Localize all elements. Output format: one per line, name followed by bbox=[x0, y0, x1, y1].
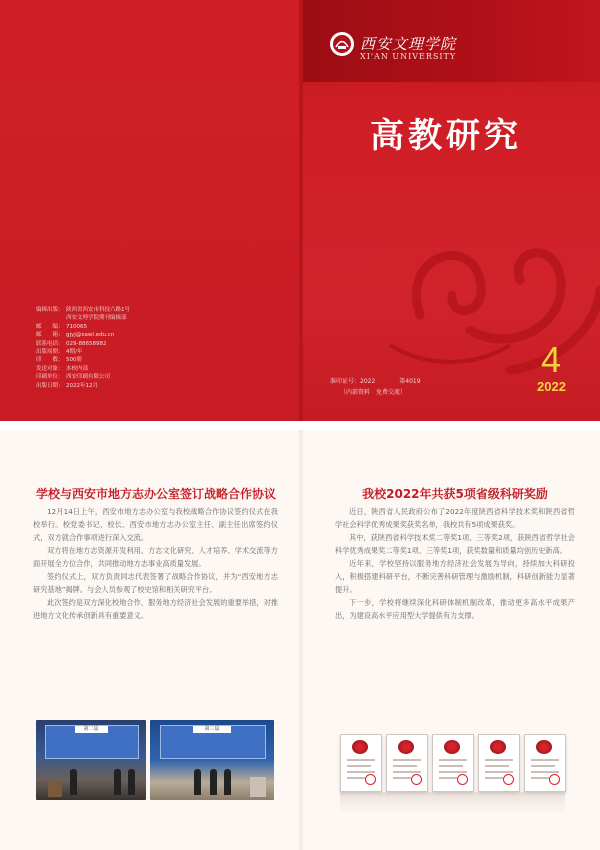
red-stamp-icon bbox=[503, 774, 514, 785]
award-certificate bbox=[478, 734, 520, 792]
national-emblem-icon bbox=[398, 740, 414, 754]
internal-material-line: （内部资料 免费交流） bbox=[340, 389, 407, 396]
page-gutter bbox=[299, 430, 303, 850]
national-emblem-icon bbox=[536, 740, 552, 754]
award-certificate bbox=[340, 734, 382, 792]
right-article-body bbox=[335, 505, 575, 738]
print-permit-line: 准印证号：2022 第4019 bbox=[330, 378, 421, 385]
screen-banner-text: 第三届 bbox=[193, 726, 230, 733]
person-figure bbox=[128, 769, 135, 795]
colophon-row: 出版日期： 2022年12月 bbox=[36, 382, 98, 389]
person-figure bbox=[114, 769, 121, 795]
colophon-row: 邮 编： 710065 bbox=[36, 323, 87, 330]
plaque-unveiling-photo bbox=[150, 720, 274, 800]
certificates-reflection bbox=[340, 792, 565, 814]
print-permit-note bbox=[330, 376, 421, 398]
award-certificate bbox=[386, 734, 428, 792]
award-certificate bbox=[432, 734, 474, 792]
screen-banner-text: 第二届 bbox=[75, 726, 108, 733]
national-emblem-icon bbox=[490, 740, 506, 754]
paragraph: 双方将在地方志资源开发利用、方志文化研究、人才培养、学术交流等方面开展全方位合作，共同推动地方志事业高质量发展。 bbox=[33, 546, 278, 568]
national-emblem-icon bbox=[352, 740, 368, 754]
paragraph: 近年来，学校坚持以服务地方经济社会发展为导向，持续加大科研投入，积极搭建科研平台，不断完善科研管理与激励机制，科研创新能力显著提升。 bbox=[335, 559, 575, 594]
red-stamp-icon bbox=[411, 774, 422, 785]
paragraph: 此次签约是双方深化校地合作、服务地方经济社会发展的重要举措，对推进地方文化传承创新具有重要意义。 bbox=[33, 598, 278, 620]
red-stamp-icon bbox=[457, 774, 468, 785]
inner-pages-spread bbox=[0, 430, 600, 850]
right-article-title: 我校2022年共获5项省级科研奖励 bbox=[362, 487, 548, 501]
left-article-body bbox=[33, 505, 278, 719]
colophon-row: 印 数： 500册 bbox=[36, 357, 82, 364]
colophon-row: 西安文理学院期刊编辑部 bbox=[66, 315, 127, 322]
colophon-row: 联系电话： 029-88658982 bbox=[36, 340, 107, 347]
red-stamp-icon bbox=[365, 774, 376, 785]
colophon-row: 出版周期： 4期/年 bbox=[36, 349, 83, 356]
paragraph: 12月14日上午，西安市地方志办公室与我校战略合作协议签约仪式在我校举行。校党委书记、校长、西安市地方志办公室主任、副主任出席签约仪式，双方就合作事项进行深入交流。 bbox=[33, 507, 278, 542]
paragraph: 下一步，学校将继续深化科研体制机制改革，推动更多高水平成果产出，为建设高水平应用型大学提供有力支撑。 bbox=[335, 598, 575, 620]
colophon-row: 印刷单位： 西安印刷有限公司 bbox=[36, 374, 111, 381]
colophon-row: 发送对象： 本校内部 bbox=[36, 365, 89, 372]
person-figure bbox=[70, 769, 77, 795]
issue-year: 2022 bbox=[537, 379, 566, 394]
journal-cover-spread bbox=[0, 0, 600, 421]
colophon-row: 邮 箱： gjyj@xawl.edu.cn bbox=[36, 332, 115, 339]
university-emblem-icon bbox=[329, 31, 355, 57]
person-figure bbox=[224, 769, 231, 795]
left-article-title: 学校与西安市地方志办公室签订战略合作协议 bbox=[35, 487, 276, 501]
paragraph: 近日，陕西省人民政府公布了2022年度陕西省科学技术奖和陕西省哲学社会科学优秀成果奖获奖名单，我校共有5项成果获奖。 bbox=[335, 507, 575, 529]
podium bbox=[48, 781, 62, 797]
paragraph: 签约仪式上，双方负责同志代表签署了战略合作协议，并为“西安地方志研究基地”揭牌。与会人员参观了校史馆和相关研究平台。 bbox=[33, 572, 278, 594]
university-name-en: XI'AN UNIVERSITY bbox=[360, 52, 457, 61]
auspicious-cloud-swirl-icon bbox=[360, 195, 600, 375]
person-figure bbox=[210, 769, 217, 795]
national-emblem-icon bbox=[444, 740, 460, 754]
paragraph: 其中，获陕西省科学技术奖二等奖1项、三等奖2项，获陕西省哲学社会科学优秀成果奖二等奖1项、三等奖1项，获奖数量和质量均创历史新高。 bbox=[335, 533, 575, 555]
journal-title: 高教研究 bbox=[370, 116, 522, 156]
colophon bbox=[36, 306, 296, 390]
award-certificate bbox=[524, 734, 566, 792]
university-name-cn: 西安文理学院 bbox=[360, 35, 457, 53]
issue-number: 4 bbox=[541, 339, 562, 380]
person-figure bbox=[194, 769, 201, 795]
signing-ceremony-photo bbox=[36, 720, 146, 800]
colophon-row: 编辑出版： 陕西省西安市科技六路1号 bbox=[36, 307, 131, 313]
plaque-stand bbox=[250, 777, 266, 797]
red-stamp-icon bbox=[549, 774, 560, 785]
